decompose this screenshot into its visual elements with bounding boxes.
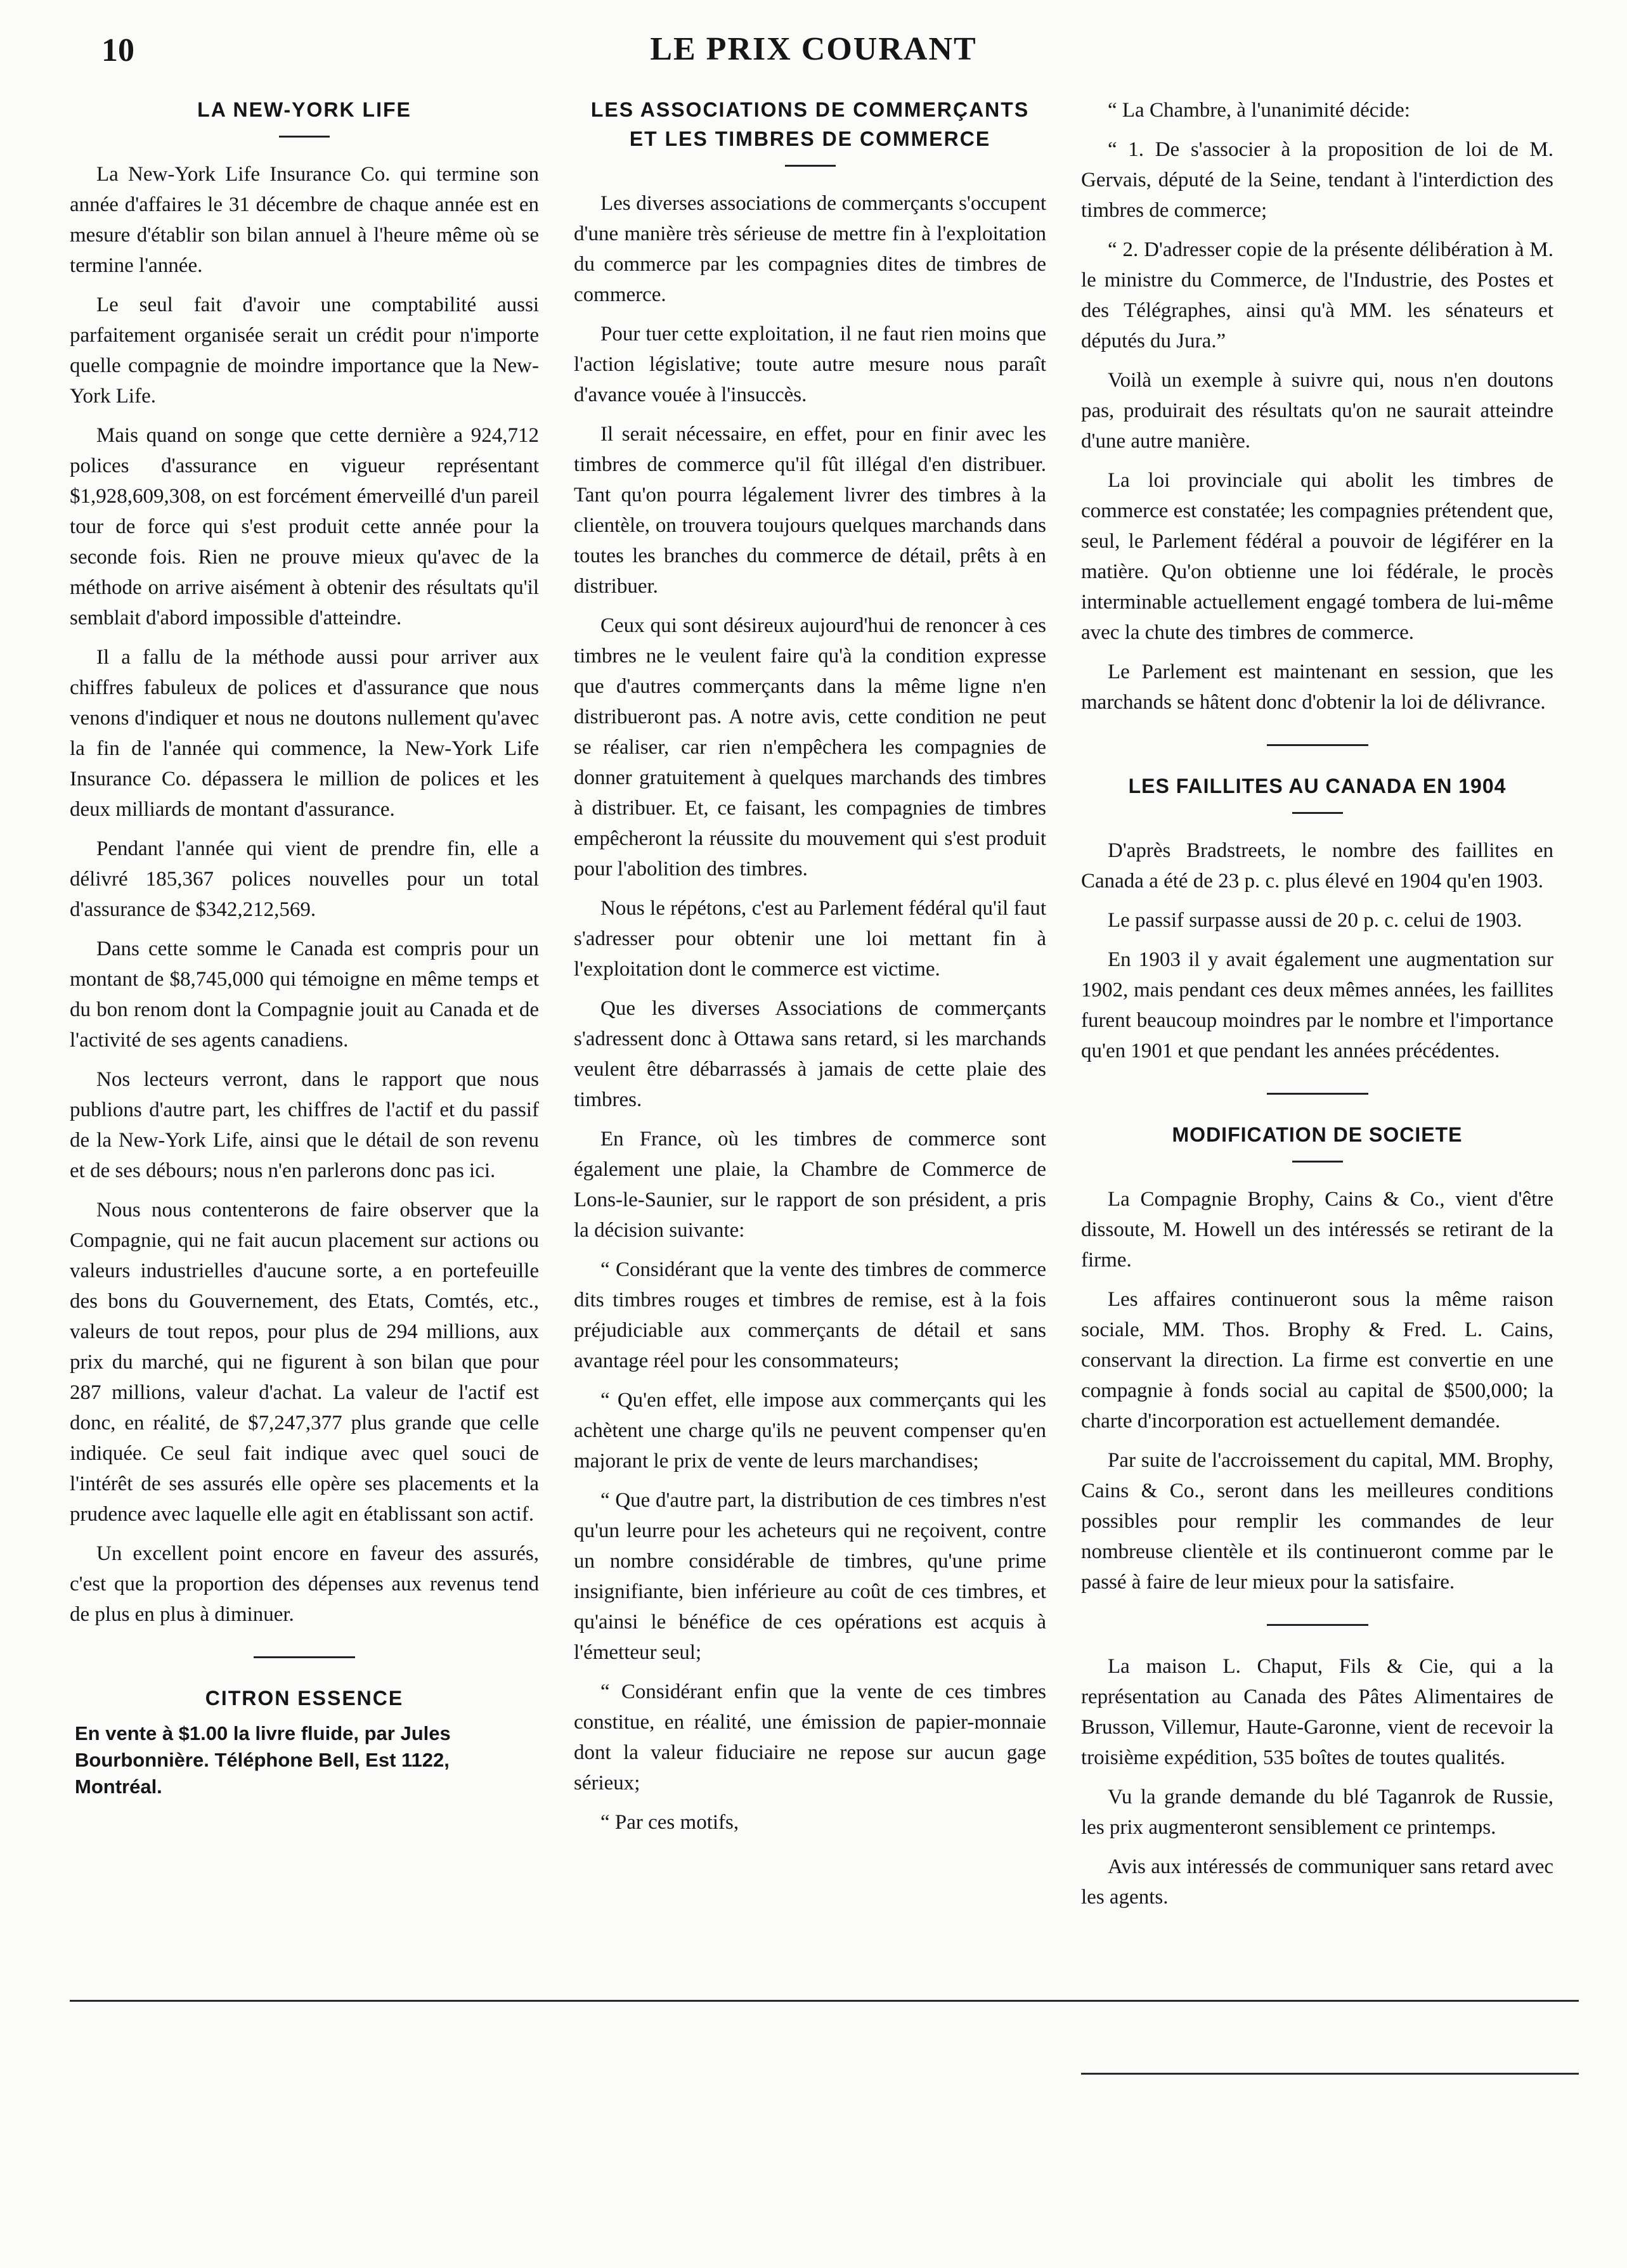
paragraph: Ceux qui sont désireux aujourd'hui de renoncer à ces timbres ne le veulent faire qu'à la condition expresse que d'autres commerçants dans la même ligne n'en distribueront pas. A notre avis, cette condition ne peut se réaliser, car rien n'empêchera les compagnies de donner gratuitement à quelques marchands des timbres à distribuer. Et, ce faisant, les compagnies de timbres empêcheront la réussite du mouvement qui s'est produit pour l'abolition des timbres.	[574, 614, 1046, 880]
paragraph: “ Par ces motifs,	[600, 1811, 739, 1834]
ad-text: En vente à $1.00 la livre fluide, par Jules Bourbonnière. Téléphone Bell, Est 1122, Montréal.	[75, 1722, 451, 1798]
paragraph: Mais quand on songe que cette dernière a 924,712 polices d'assurance en vigueur représentant $1,928,609,308, on est forcément émerveillé d'un pareil tour de force qui s'est produit cette année pour la seconde fois. Rien ne prouve mieux qu'avec de la méthode on arrive aisément à obtenir des résultats qu'il semblait d'abord impossible d'atteindre.	[70, 424, 539, 629]
paragraph: Le Parlement est maintenant en session, que les marchands se hâtent donc d'obtenir la loi de délivrance.	[1081, 660, 1553, 714]
paragraph: Il a fallu de la méthode aussi pour arriver aux chiffres fabuleux de polices et d'assurance que nous venons d'indiquer et nous ne doutons nullement qu'avec la fin de l'année qui commence, la New-York Life Insurance Co. dépassera le million de polices et les deux milliards de montant d'assurance.	[70, 646, 539, 821]
paragraph: “ 2. D'adresser copie de la présente délibération à M. le ministre du Commerce, de l'Industrie, des Postes et des Télégraphes, ainsi qu'à MM. les sénateurs et députés du Jura.”	[1081, 238, 1553, 352]
article-title-new-york-life: LA NEW-YORK LIFE	[197, 98, 412, 121]
paragraph: “ Que d'autre part, la distribution de ces timbres n'est qu'un leurre pour les acheteurs qui ne reçoivent, contre un nombre considérable de timbres, qu'une prime insignifiante, bien inférieure au coût de ces timbres, et qu'ainsi le bénéfice de ces opérations est acquis à l'émetteur seul;	[574, 1489, 1046, 1664]
paragraph: “ Considérant enfin que la vente de ces timbres constitue, en réalité, une émission de papier-monnaie dont la valeur fiduciaire ne repose sur aucun gage sérieux;	[574, 1680, 1046, 1794]
title-rule	[279, 136, 330, 138]
section-rule	[1267, 744, 1368, 746]
paragraph: Pour tuer cette exploitation, il ne faut rien moins que l'action législative; toute autre mesure nous paraît d'avance vouée à l'insuccès.	[574, 323, 1046, 406]
paragraph: Que les diverses Associations de commerçants s'adressent donc à Ottawa sans retard, si les marchands veulent être débarrassés à jamais de cette plaie des timbres.	[574, 997, 1046, 1111]
paragraph: La Compagnie Brophy, Cains & Co., vient d'être dissoute, M. Howell un des intéressés se retirant de la firme.	[1081, 1188, 1553, 1272]
column-3	[1081, 95, 1553, 1921]
paragraph: Nous le répétons, c'est au Parlement fédéral qu'il faut s'adresser pour obtenir une loi mettant fin à l'exploitation dont le commerce est victime.	[574, 897, 1046, 981]
paragraph: Les diverses associations de commerçants s'occupent d'une manière très sérieuse de mettre fin à l'exploitation du commerce par les compagnies dites de timbres de commerce.	[574, 192, 1046, 306]
paragraph: Les affaires continueront sous la même raison sociale, MM. Thos. Brophy & Fred. L. Cains, conservant la direction. La firme est convertie en une compagnie à fonds social au capital de $500,000; la charte d'incorporation est actuellement demandée.	[1081, 1288, 1553, 1433]
horizontal-rule	[70, 2000, 1579, 2002]
horizontal-rule	[1081, 2073, 1579, 2075]
title-rule	[1292, 1161, 1343, 1163]
article-title-faillites: LES FAILLITES AU CANADA EN 1904	[1128, 775, 1507, 797]
paragraph: Vu la grande demande du blé Taganrok de Russie, les prix augmenteront sensiblement ce printemps.	[1081, 1786, 1553, 1839]
section-rule	[1267, 1624, 1368, 1626]
paragraph: Voilà un exemple à suivre qui, nous n'en doutons pas, produirait des résultats qu'on ne saurait atteindre d'une autre manière.	[1081, 369, 1553, 453]
paragraph: La maison L. Chaput, Fils & Cie, qui a la représentation au Canada des Pâtes Alimentaires de Brusson, Villemur, Haute-Garonne, vient de recevoir la troisième expédition, 535 boîtes de toutes qualités.	[1081, 1655, 1553, 1769]
paragraph: “ Considérant que la vente des timbres de commerce dits timbres rouges et timbres de remise, est à la fois préjudiciable aux commerçants de détail et sans avantage réel pour les consommateurs;	[574, 1258, 1046, 1372]
paragraph: Dans cette somme le Canada est compris pour un montant de $8,745,000 qui témoigne en même temps et du bon renom dont la Compagnie jouit au Canada et de l'activité de ses agents canadiens.	[70, 937, 539, 1052]
paragraph: “ Qu'en effet, elle impose aux commerçants qui les achètent une charge qu'ils ne peuvent compenser qu'en majorant le prix de vente de leurs marchandises;	[574, 1389, 1046, 1472]
paragraph: Il serait nécessaire, en effet, pour en finir avec les timbres de commerce qu'il fût illégal d'en distribuer. Tant qu'on pourra légalement livrer des timbres à la clientèle, on trouvera toujours quelques marchands dans toutes les branches du commerce de détail, prêts à en distribuer.	[574, 423, 1046, 598]
title-rule	[1292, 812, 1343, 814]
section-rule	[1267, 1093, 1368, 1095]
title-rule	[785, 165, 836, 167]
page-number: 10	[101, 32, 134, 68]
article-title-modification: MODIFICATION DE SOCIETE	[1172, 1123, 1463, 1146]
ad-title-citron-essence: CITRON ESSENCE	[205, 1687, 404, 1710]
paragraph: La loi provinciale qui abolit les timbres de commerce est constatée; les compagnies prétendent que, seul, le Parlement fédéral a pouvoir de légiférer en la matière. Qu'on obtienne une loi fédérale, le procès interminable actuellement engagé tombera de lui-même avec la chute des timbres de commerce.	[1081, 469, 1553, 644]
paragraph: “ 1. De s'associer à la proposition de loi de M. Gervais, député de la Seine, tendant à l'interdiction des timbres de commerce;	[1081, 138, 1553, 222]
section-rule	[254, 1656, 355, 1658]
article-title-associations: LES ASSOCIATIONS DE COMMERÇANTS ET LES TIMBRES DE COMMERCE	[590, 98, 1030, 150]
column-2	[574, 95, 1046, 1846]
paragraph: D'après Bradstreets, le nombre des faillites en Canada a été de 23 p. c. plus élevé en 1904 qu'en 1903.	[1081, 839, 1553, 892]
paragraph: “ La Chambre, à l'unanimité décide:	[1108, 99, 1410, 122]
paragraph: Pendant l'année qui vient de prendre fin, elle a délivré 185,367 polices nouvelles pour un total d'assurance de $342,212,569.	[70, 837, 539, 921]
paragraph: En 1903 il y avait également une augmentation sur 1902, mais pendant ces deux mêmes années, les faillites furent beaucoup moindres par le nombre et l'importance qu'en 1901 et que pendant les années précédentes.	[1081, 948, 1553, 1062]
paragraph: Nous nous contenterons de faire observer que la Compagnie, qui ne fait aucun placement sur actions ou valeurs industrielles d'aucune sorte, a en portefeuille des bons du Gouvernement, des Etats, Comtés, etc., valeurs de tout repos, pour plus de 294 millions, aux prix du marché, qui ne figurent à son bilan que pour 287 millions, valeur d'achat. La valeur de l'actif est donc, en réalité, de $7,247,377 plus grande que celle indiquée. Ce seul fait indique avec quel souci de l'intérêt de ses assurés elle opère ses placements et la prudence avec laquelle elle agit en établissant son actif.	[70, 1199, 539, 1526]
paragraph: Par suite de l'accroissement du capital, MM. Brophy, Cains & Co., seront dans les meilleures conditions possibles pour remplir les commandes de leur nombreuse clientèle et ils continueront comme par le passé à faire de leur mieux pour la satisfaire.	[1081, 1449, 1553, 1594]
paragraph: Le seul fait d'avoir une comptabilité aussi parfaitement organisée serait un crédit pour n'importe quelle compagnie de moindre importance que la New-York Life.	[70, 293, 539, 408]
paragraph: La New-York Life Insurance Co. qui termine son année d'affaires le 31 décembre de chaque année est en mesure d'établir son bilan annuel à l'heure même où se termine l'année.	[70, 163, 539, 277]
paragraph: En France, où les timbres de commerce sont également une plaie, la Chambre de Commerce de Lons-le-Saunier, sur le rapport de son président, a pris la décision suivante:	[574, 1128, 1046, 1242]
paragraph: Nos lecteurs verront, dans le rapport que nous publions d'autre part, les chiffres de l'actif et du passif de la New-York Life, ainsi que le détail de son revenu et de ses débours; nous n'en parlerons donc pas ici.	[70, 1068, 539, 1182]
masthead-title: LE PRIX COURANT	[650, 31, 977, 67]
paragraph: Un excellent point encore en faveur des assurés, c'est que la proportion des dépenses aux revenus tend de plus en plus à diminuer.	[70, 1542, 539, 1626]
paragraph: Avis aux intéressés de communiquer sans retard avec les agents.	[1081, 1855, 1553, 1909]
paragraph: Le passif surpasse aussi de 20 p. c. celui de 1903.	[1108, 909, 1522, 932]
column-1	[70, 95, 539, 1800]
